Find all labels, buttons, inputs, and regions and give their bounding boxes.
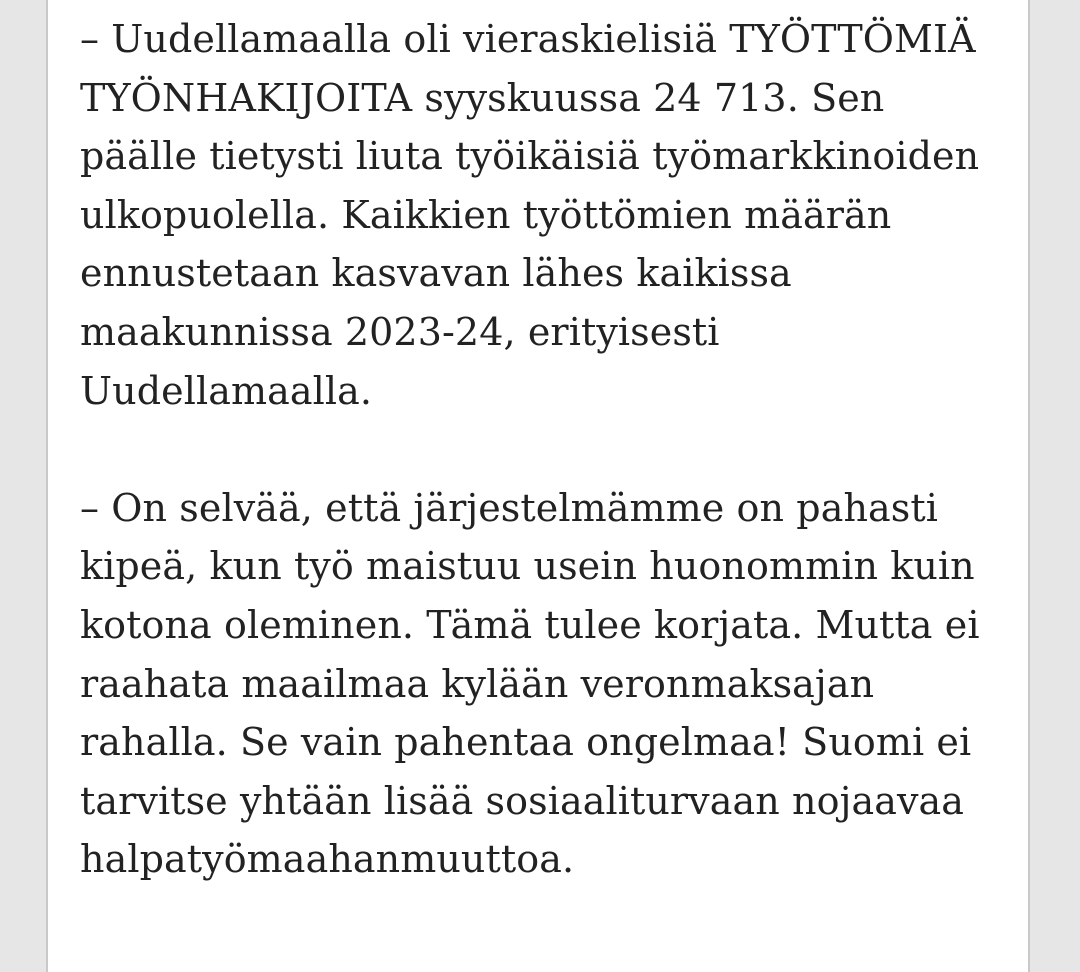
article-card [46, 0, 1030, 972]
article-body [80, 10, 1000, 889]
article-paragraph-2: – On selvää, että järjestelmämme on pahasti kipeä, kun työ maistuu usein huonommin kuin kotona oleminen. Tämä tulee korjata. Mutta ei raahata maailmaa kylään veronmaksajan rahalla. Se vain pahentaa ongelmaa! Suomi ei tarvitse yhtään lisää sosiaaliturvaan nojaavaa halpatyömaahanmuuttoa. [80, 485, 980, 882]
article-paragraph-1: – Uudellamaalla oli vieraskielisiä TYÖTTÖMIÄ TYÖNHAKIJOITA syyskuussa 24 713. Sen päälle tietysti liuta työikäisiä työmarkkinoiden ulkopuolella. Kaikkien työttömien määrän ennustetaan kasvavan lähes kaikissa maakunnissa 2023-24, erityisesti Uudellamaalla. [80, 17, 980, 413]
